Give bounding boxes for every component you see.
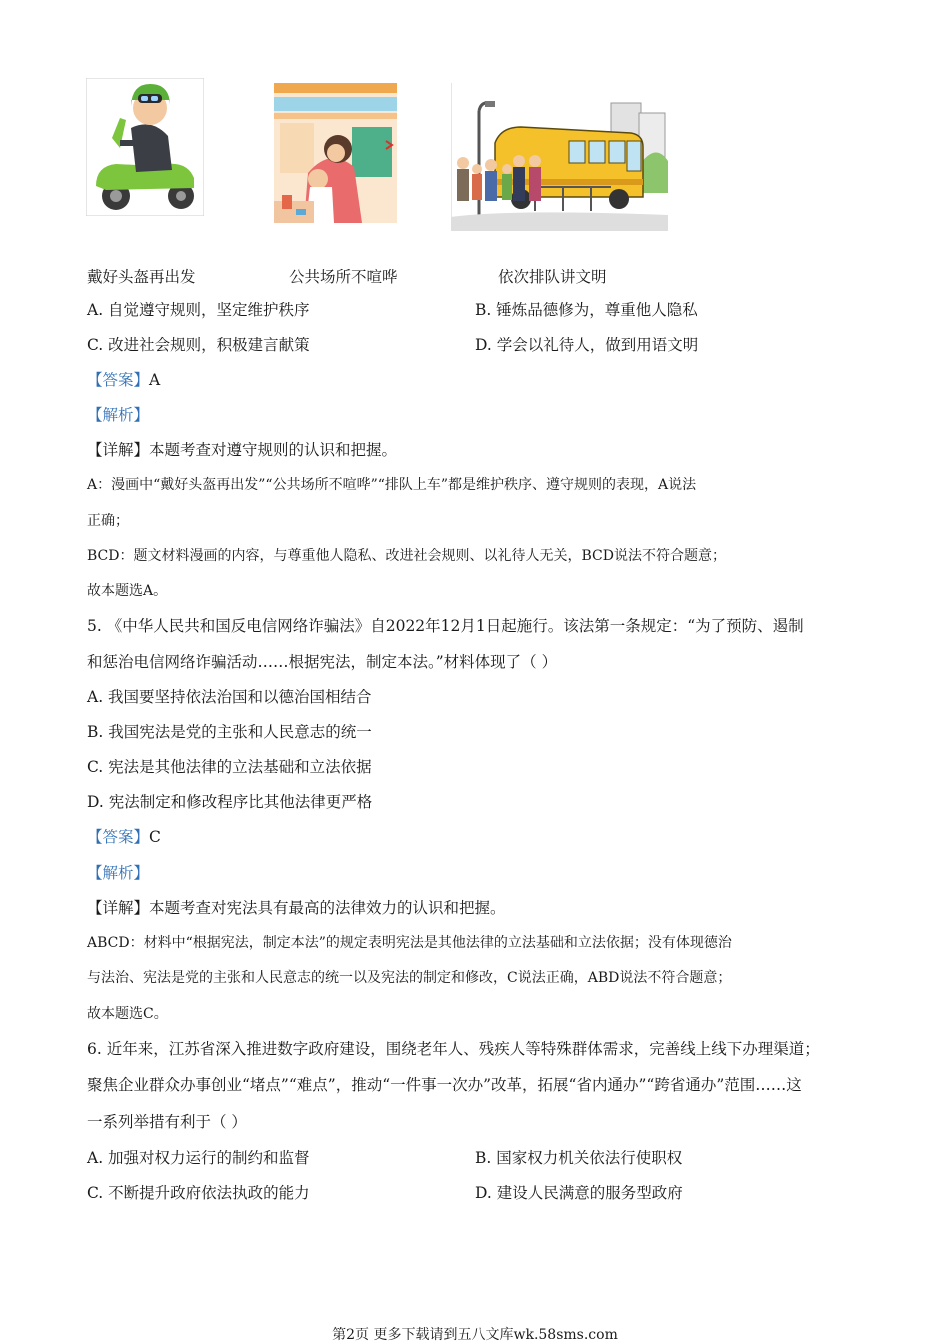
detail-tag: 【详解】: [87, 899, 150, 917]
q6-stem-line: 6. 近年来，江苏省深入推进数字政府建设，围绕老年人、残疾人等特殊群体需求，完善线上线下办理渠道；: [87, 1040, 820, 1058]
q5-option-c: C. 宪法是其他法律的立法基础和立法依据: [87, 758, 372, 776]
q4-explanation-line: BCD：题文材料漫画的内容，与尊重他人隐私、改进社会规则、以礼待人无关，BCD说法不符合题意；: [87, 548, 726, 564]
q5-option-d: D. 宪法制定和修改程序比其他法律更严格: [87, 793, 373, 811]
q6-option-b: B. 国家权力机关依法行使职权: [475, 1149, 683, 1167]
answer-value: C: [149, 828, 161, 846]
q4-option-a: A. 自觉遵守规则，坚定维护秩序: [87, 301, 310, 319]
q5-explanation-line: 故本题选C。: [87, 1006, 168, 1022]
q4-explanation-line: 故本题选A。: [87, 583, 168, 599]
q4-option-d: D. 学会以礼待人，做到用语文明: [475, 336, 699, 354]
q4-option-b: B. 锤炼品德修为，尊重他人隐私: [475, 301, 698, 319]
q4-explanation-line: 正确；: [87, 513, 129, 529]
q6-option-a: A. 加强对权力运行的制约和监督: [87, 1149, 310, 1167]
q6-stem-line: 聚焦企业群众办事创业“堵点”“难点”，推动“一件事一次办”改革，拓展“省内通办”“跨省通办”范围……这: [87, 1076, 802, 1094]
answer-tag: 【答案】: [87, 371, 150, 389]
q4-option-c: C. 改进社会规则，积极建言献策: [87, 336, 310, 354]
q4-analysis-tag: 【解析】: [87, 406, 150, 424]
caption-quiet: 公共场所不喧哗: [289, 268, 398, 286]
caption-queue: 依次排队讲文明: [498, 268, 607, 286]
q5-option-b: B. 我国宪法是党的主张和人民意志的统一: [87, 723, 372, 741]
detail-tag: 【详解】: [87, 441, 150, 459]
q5-answer: [87, 826, 161, 848]
q6-stem-line: 一系列举措有利于（ ）: [87, 1113, 247, 1131]
q5-explanation-line: 与法治、宪法是党的主张和人民意志的统一以及宪法的制定和修改，C说法正确，ABD说法不符合题意；: [87, 970, 732, 986]
page-footer: 第2页 更多下载请到五八文库wk.58sms.com: [332, 1327, 618, 1343]
q4-answer: [87, 369, 160, 391]
q6-option-d: D. 建设人民满意的服务型政府: [475, 1184, 683, 1202]
answer-tag: 【答案】: [87, 828, 150, 846]
caption-helmet: 戴好头盔再出发: [87, 268, 196, 286]
q6-option-c: C. 不断提升政府依法执政的能力: [87, 1184, 310, 1202]
mother-child-illustration: [274, 83, 397, 223]
q4-detail: [87, 439, 397, 461]
q5-analysis-tag: 【解析】: [87, 864, 150, 882]
detail-text: 本题考查对遵守规则的认识和把握。: [149, 441, 398, 459]
q5-stem-line: 和惩治电信网络诈骗活动……根据宪法，制定本法。”材料体现了（ ）: [87, 653, 558, 671]
q5-option-a: A. 我国要坚持依法治国和以德治国相结合: [87, 688, 372, 706]
q5-stem-line: 5. 《中华人民共和国反电信网络诈骗法》自2022年12月1日起施行。该法第一条规定：“为了预防、遏制: [87, 617, 804, 635]
q5-detail: [87, 897, 506, 919]
q4-explanation-line: A：漫画中“戴好头盔再出发”“公共场所不喧哗”“排队上车”都是维护秩序、遵守规则的表现，A说法: [87, 477, 697, 493]
helmet-rider-illustration: [86, 78, 204, 216]
answer-value: A: [149, 371, 161, 389]
detail-text: 本题考查对宪法具有最高的法律效力的认识和把握。: [149, 899, 506, 917]
q5-explanation-line: ABCD：材料中“根据宪法，制定本法”的规定表明宪法是其他法律的立法基础和立法依据；没有体现德治: [87, 935, 732, 951]
bus-queue-illustration: [451, 83, 668, 231]
